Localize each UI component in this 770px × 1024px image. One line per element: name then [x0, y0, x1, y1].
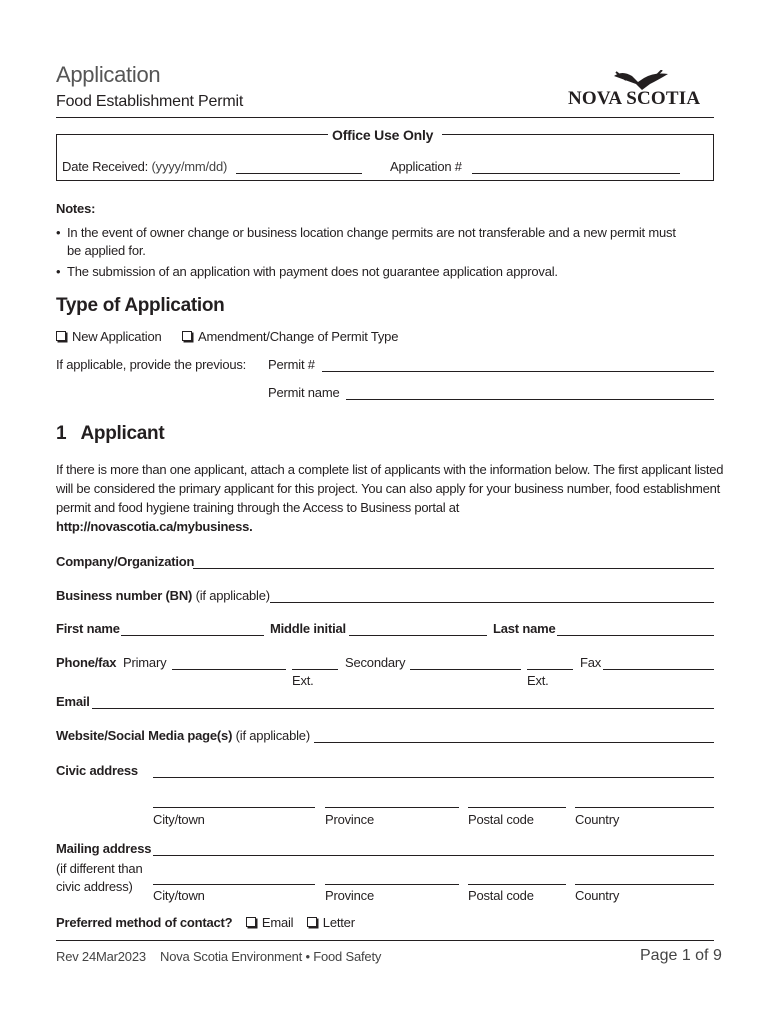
footer-rev: Rev 24Mar2023 — [56, 949, 146, 964]
mybusiness-link[interactable]: http://novascotia.ca/mybusiness. — [56, 519, 253, 534]
secondary-phone-field[interactable] — [410, 669, 521, 670]
mailing-address-field[interactable] — [153, 855, 714, 856]
amendment-checkbox[interactable] — [182, 331, 192, 341]
bn-label: Business number (BN) (if applicable) — [56, 588, 270, 603]
new-application-checkbox[interactable] — [56, 331, 66, 341]
permit-name-label: Permit name — [268, 385, 340, 400]
secondary-ext-field[interactable] — [527, 669, 573, 670]
applicant-heading: 1 Applicant — [56, 423, 165, 444]
footer-rule — [56, 940, 714, 941]
middle-initial-label: Middle initial — [270, 621, 346, 636]
website-label: Website/Social Media page(s) (if applicable) — [56, 728, 310, 743]
civic-province-label: Province — [325, 812, 374, 827]
civic-city-label: City/town — [153, 812, 205, 827]
header-rule — [56, 117, 714, 118]
permit-no-label: Permit # — [268, 357, 315, 372]
mailing-postal-field[interactable] — [468, 884, 566, 885]
primary-label: Primary — [123, 655, 167, 670]
date-received-label: Date Received: (yyyy/mm/dd) — [62, 159, 228, 174]
mailing-country-field[interactable] — [575, 884, 714, 885]
contact-letter-checkbox[interactable] — [307, 917, 317, 927]
civic-country-field[interactable] — [575, 807, 714, 808]
mailing-city-field[interactable] — [153, 884, 315, 885]
notes-item-2: • The submission of an application with payment does not guarantee application approval. — [56, 264, 558, 279]
first-name-field[interactable] — [121, 635, 264, 636]
notes-item-1: • In the event of owner change or business location change permits are not transferable and a new permit must be applied for. — [56, 225, 676, 258]
date-received-field[interactable] — [236, 173, 362, 174]
option-new-application[interactable]: New Application — [56, 329, 162, 344]
civic-province-field[interactable] — [325, 807, 459, 808]
office-box-top-left — [56, 134, 328, 135]
contact-email-option[interactable]: Email — [246, 915, 294, 930]
company-field[interactable] — [193, 568, 714, 569]
page-title: Application — [56, 62, 161, 87]
previous-label: If applicable, provide the previous: — [56, 357, 247, 372]
office-box-top-right — [442, 134, 714, 135]
civic-postal-field[interactable] — [468, 807, 566, 808]
primary-ext-label: Ext. — [292, 673, 314, 688]
mailing-country-label: Country — [575, 888, 620, 903]
company-label: Company/Organization — [56, 554, 195, 569]
application-no-field[interactable] — [472, 173, 680, 174]
mailing-province-label: Province — [325, 888, 374, 903]
notes-title: Notes: — [56, 201, 96, 216]
mailing-note-2: civic address) — [56, 879, 133, 894]
mailing-note-1: (if different than — [56, 861, 143, 876]
phone-fax-label: Phone/fax — [56, 655, 117, 670]
primary-phone-field[interactable] — [172, 669, 286, 670]
civic-city-field[interactable] — [153, 807, 315, 808]
first-name-label: First name — [56, 621, 120, 636]
preferred-contact: Preferred method of contact? Email Letter — [56, 915, 355, 930]
civic-country-label: Country — [575, 812, 620, 827]
contact-letter-option[interactable]: Letter — [307, 915, 355, 930]
permit-name-field[interactable] — [346, 399, 714, 400]
mailing-province-field[interactable] — [325, 884, 459, 885]
civic-address-label: Civic address — [56, 763, 138, 778]
bn-field[interactable] — [270, 602, 714, 603]
mailing-postal-label: Postal code — [468, 888, 534, 903]
logo-text: NOVA SCOTIA — [568, 88, 701, 109]
fax-label: Fax — [580, 655, 602, 670]
applicant-intro: If there is more than one applicant, attach a complete list of applicants with the information below. The first applicant listed will be considered the primary applicant for this project. You can also apply for your business number, food establishment permit and food hygiene training through the Access to Business portal at http://novascotia.ca/mybusiness. — [56, 462, 724, 534]
website-field[interactable] — [314, 742, 714, 743]
option-amendment[interactable]: Amendment/Change of Permit Type — [182, 329, 398, 344]
secondary-ext-label: Ext. — [527, 673, 549, 688]
secondary-label: Secondary — [345, 655, 406, 670]
nova-scotia-logo — [566, 70, 716, 110]
permit-no-field[interactable] — [322, 371, 714, 372]
footer-dept: Nova Scotia Environment • Food Safety — [160, 949, 382, 964]
email-field[interactable] — [92, 708, 714, 709]
type-heading: Type of Application — [56, 295, 225, 316]
page-subtitle: Food Establishment Permit — [56, 93, 244, 110]
mailing-address-label: Mailing address — [56, 841, 152, 856]
last-name-field[interactable] — [557, 635, 714, 636]
primary-ext-field[interactable] — [292, 669, 338, 670]
last-name-label: Last name — [493, 621, 556, 636]
contact-email-checkbox[interactable] — [246, 917, 256, 927]
application-no-label: Application # — [390, 159, 462, 174]
mailing-city-label: City/town — [153, 888, 205, 903]
fax-field[interactable] — [603, 669, 714, 670]
email-label: Email — [56, 694, 90, 709]
office-use-label: Office Use Only — [332, 127, 434, 143]
civic-postal-label: Postal code — [468, 812, 534, 827]
footer-page: Page 1 of 9 — [640, 947, 722, 964]
civic-address-field[interactable] — [153, 777, 714, 778]
middle-initial-field[interactable] — [349, 635, 487, 636]
